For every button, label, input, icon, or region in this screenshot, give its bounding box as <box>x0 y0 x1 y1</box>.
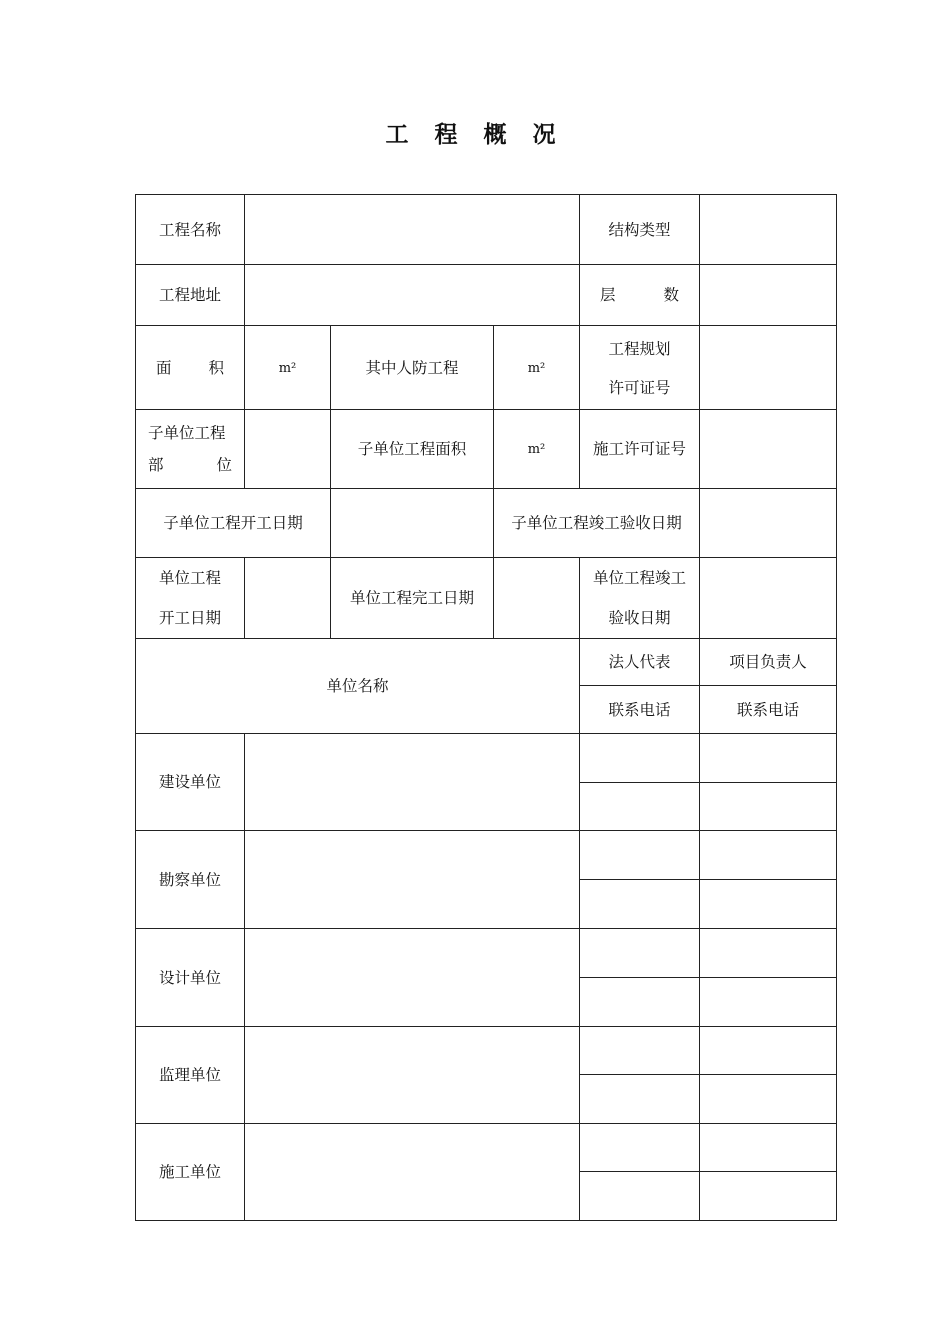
unit-acceptance-date-label-line-1: 单位工程竣工 <box>593 569 687 587</box>
org-name-design[interactable] <box>245 929 580 1027</box>
area-label <box>136 326 245 410</box>
org-label-construction: 建设单位 <box>136 734 245 831</box>
project-lead-header: 项目负责人 <box>700 639 837 686</box>
sub-unit-part-label <box>136 410 245 489</box>
unit-start-date-label-line-2: 开工日期 <box>158 609 221 627</box>
sub-unit-acceptance-date-label: 子单位工程竣工验收日期 <box>494 489 700 558</box>
org-legal-rep-design[interactable] <box>580 929 700 978</box>
org-name-survey[interactable] <box>245 831 580 929</box>
unit-finish-date-value[interactable] <box>494 558 580 639</box>
org-legal-rep-phone-contractor[interactable] <box>580 1172 700 1221</box>
unit-name-header: 单位名称 <box>136 639 580 734</box>
org-project-lead-construction[interactable] <box>700 734 837 783</box>
sub-unit-area-unit: m² <box>527 442 546 457</box>
sub-unit-acceptance-date-value[interactable] <box>700 489 837 558</box>
org-legal-rep-survey[interactable] <box>580 831 700 880</box>
floors-label-part-2: 数 <box>663 286 680 304</box>
construction-permit-label: 施工许可证号 <box>580 410 700 489</box>
project-lead-phone-header: 联系电话 <box>700 686 837 734</box>
org-project-lead-phone-supervision[interactable] <box>700 1075 837 1124</box>
floors-label-part-1: 层 <box>600 286 616 304</box>
org-project-lead-phone-survey[interactable] <box>700 880 837 929</box>
civil-defense-unit: m² <box>527 360 546 376</box>
structure-type-label: 结构类型 <box>580 195 700 265</box>
org-legal-rep-phone-construction[interactable] <box>580 783 700 831</box>
unit-acceptance-date-label <box>580 558 700 639</box>
org-project-lead-contractor[interactable] <box>700 1124 837 1172</box>
org-label-survey: 勘察单位 <box>136 831 245 929</box>
planning-permit-label-line-1: 工程规划 <box>608 339 671 358</box>
org-project-lead-survey[interactable] <box>700 831 837 880</box>
sub-unit-part-label-part-1: 部 <box>148 456 164 474</box>
unit-acceptance-date-label-line-2: 验收日期 <box>608 609 671 627</box>
area-label-part-1: 面 <box>156 358 172 377</box>
org-legal-rep-phone-supervision[interactable] <box>580 1075 700 1124</box>
sub-unit-start-date-label: 子单位工程开工日期 <box>136 489 331 558</box>
planning-permit-value[interactable] <box>700 326 837 410</box>
org-name-supervision[interactable] <box>245 1027 580 1124</box>
org-legal-rep-construction[interactable] <box>580 734 700 783</box>
area-label-part-2: 积 <box>208 358 224 377</box>
unit-finish-date-label: 单位工程完工日期 <box>331 558 494 639</box>
sub-unit-part-label-part-2: 位 <box>216 456 232 474</box>
org-legal-rep-supervision[interactable] <box>580 1027 700 1075</box>
floors-value[interactable] <box>700 265 837 326</box>
floors-label <box>580 265 700 326</box>
org-project-lead-design[interactable] <box>700 929 837 978</box>
page-title: 工 程 概 况 <box>385 122 565 148</box>
planning-permit-label <box>580 326 700 410</box>
project-address-label: 工程地址 <box>136 265 245 326</box>
unit-start-date-value[interactable] <box>245 558 331 639</box>
structure-type-value[interactable] <box>700 195 837 265</box>
unit-start-date-label <box>136 558 245 639</box>
org-name-construction[interactable] <box>245 734 580 831</box>
construction-permit-value[interactable] <box>700 410 837 489</box>
civil-defense-label: 其中人防工程 <box>331 326 494 410</box>
sub-unit-area-label: 子单位工程面积 <box>331 410 494 489</box>
civil-defense-value[interactable] <box>494 326 580 410</box>
legal-rep-phone-header: 联系电话 <box>580 686 700 734</box>
org-project-lead-phone-contractor[interactable] <box>700 1172 837 1221</box>
org-legal-rep-contractor[interactable] <box>580 1124 700 1172</box>
project-name-label: 工程名称 <box>136 195 245 265</box>
area-unit: m² <box>278 360 297 376</box>
org-legal-rep-phone-survey[interactable] <box>580 880 700 929</box>
planning-permit-label-line-2: 许可证号 <box>608 378 671 397</box>
project-overview-table <box>135 194 837 1221</box>
project-name-value[interactable] <box>245 195 580 265</box>
org-label-supervision: 监理单位 <box>136 1027 245 1124</box>
project-address-value[interactable] <box>245 265 580 326</box>
unit-start-date-label-line-1: 单位工程 <box>158 569 221 587</box>
legal-rep-header: 法人代表 <box>580 639 700 686</box>
org-label-design: 设计单位 <box>136 929 245 1027</box>
sub-unit-part-value[interactable] <box>245 410 331 489</box>
sub-unit-start-date-value[interactable] <box>331 489 494 558</box>
sub-unit-area-value[interactable] <box>494 410 580 489</box>
org-legal-rep-phone-design[interactable] <box>580 978 700 1027</box>
org-project-lead-supervision[interactable] <box>700 1027 837 1075</box>
sub-unit-part-label-line-2 <box>136 449 244 481</box>
org-project-lead-phone-construction[interactable] <box>700 783 837 831</box>
unit-acceptance-date-value[interactable] <box>700 558 837 639</box>
org-name-contractor[interactable] <box>245 1124 580 1221</box>
org-label-contractor: 施工单位 <box>136 1124 245 1221</box>
sub-unit-part-label-line-1: 子单位工程 <box>148 424 226 442</box>
org-project-lead-phone-design[interactable] <box>700 978 837 1027</box>
area-value[interactable] <box>245 326 331 410</box>
